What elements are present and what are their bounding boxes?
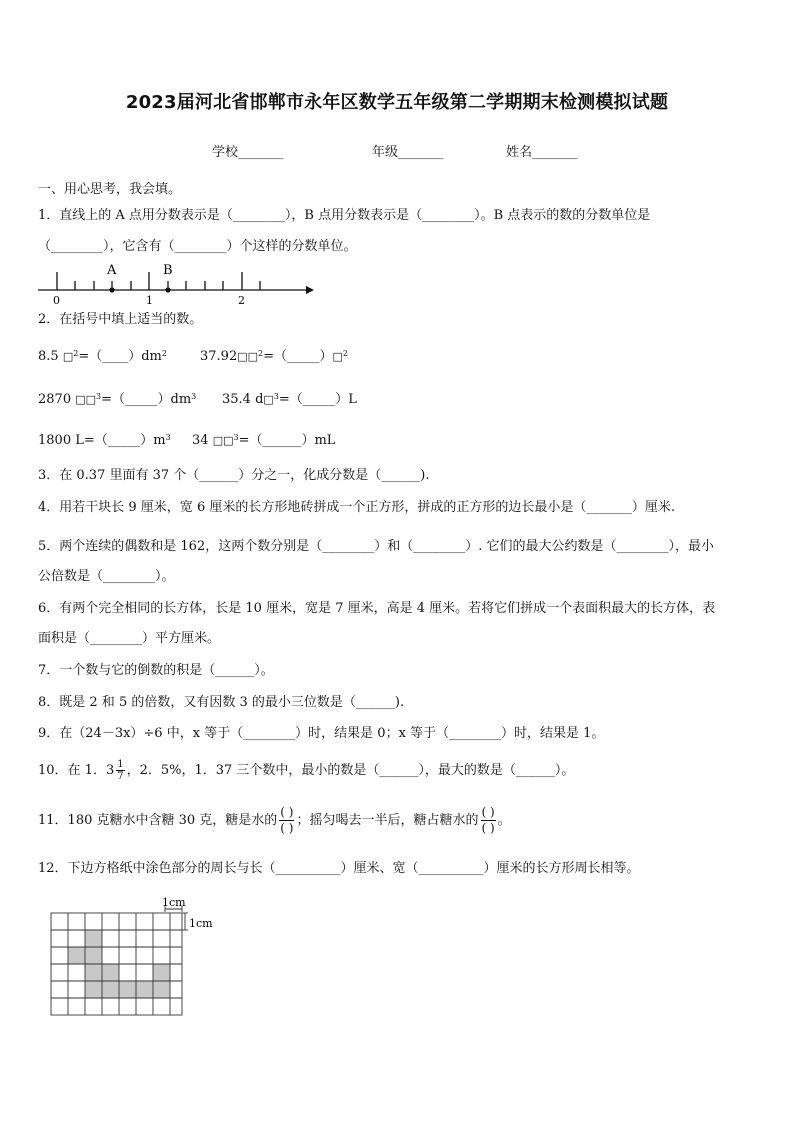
point-a-label: A [107,263,117,278]
answer-fraction-1[interactable]: $\frac{( )}{( )}$ [280,805,294,835]
grid-lines [51,913,182,1015]
question-8: 8．既是 2 和 5 的倍数，又有因数 3 的最小三位数是（______). [38,695,405,710]
name-field: 姓名_______ [506,145,578,160]
question-4: 4．用若干块长 9 厘米，宽 6 厘米的长方形地砖拼成一个正方形，拼成的正方形的边长最小是（_______）厘米. [38,500,675,515]
question-9: 9．在（24－3x）÷6 中，x 等于（________）时，结果是 0；x 等于（________）时，结果是 1。 [38,726,605,741]
conversion-2a: 2870 $□□^3=(\_\_\_\_\_)dm^3$ [38,392,197,407]
number-line-ticks [57,272,260,290]
fraction-one-seventh: $\frac{1}{7}$ [117,759,124,782]
question-3: 3．在 0.37 里面有 37 个（______）分之一，化成分数是（______). [38,468,430,483]
scale-label-right: 1cm [189,917,213,930]
point-b-dot [165,287,170,292]
school-field: 学校_______ [212,145,284,160]
page-title: 2023届河北省邯郸市永年区数学五年级第二学期期末检测模拟试题 [125,92,669,113]
question-10: 10．在 1．3 $\frac{1}{7}$ ，2．5%，1．37 三个数中，最小的数是（______），最大的数是（______）。 [38,759,575,782]
conversion-1a: 8.5 $□^2=(\_\_\_\_)dm^2$ [38,349,167,364]
conversion-3b: 34 □□$^3$=（______）mL [192,433,336,448]
conversion-3a: 1800 $L=(\_\_\_\_\_)m^3$ [38,433,171,448]
question-5-line-2: 公倍数是（________）。 [38,569,175,584]
question-6-line-2: 面积是（________）平方厘米。 [38,631,221,646]
conversion-1b: 37.92□□$^2$=（_____）□$^2$ [200,349,349,364]
answer-fraction-2[interactable]: $\frac{( )}{( )}$ [481,805,495,835]
section-heading: 一、用心思考，我会填。 [38,182,182,197]
question-7: 7．一个数与它的倒数的积是（______）。 [38,663,274,678]
scale-brackets [165,906,188,930]
arrow-head-icon [306,286,314,294]
tick-label-1: 1 [146,294,153,306]
question-1-line-2: （________），它含有（________）个这样的分数单位。 [38,239,357,254]
tick-label-0: 0 [53,294,60,306]
question-11: 11．180 克糖水中含糖 30 克，糖是水的 $\frac{( )}{( )}$ ；摇匀喝去一半后，糖占糖水的 $\frac{( )}{( )}$ 。 [38,805,511,835]
point-a-dot [109,287,114,292]
tick-label-2: 2 [238,294,245,306]
question-12: 12．下边方格纸中涂色部分的周长与长（__________）厘米、宽（__________）厘米的长方形周长相等。 [38,861,640,876]
grade-field: 年级_______ [372,145,444,160]
question-1-line-1: 1．直线上的 A 点用分数表示是（________），B 点用分数表示是（________）。B 点表示的数的分数单位是 [38,208,651,223]
question-5-line-1: 5．两个连续的偶数和是 162，这两个数分别是（________）和（________）. 它们的最大公约数是（________），最小 [38,539,714,554]
question-6-line-1: 6．有两个完全相同的长方体，长是 10 厘米，宽是 7 厘米，高是 4 厘米。若将它们拼成一个表面积最大的长方体，表 [38,601,716,616]
square-grid-figure [46,895,246,1017]
scale-label-top: 1cm [162,896,186,909]
conversion-2b: 35.4 d□$^3$=（_____）L [222,392,357,407]
question-2: 2．在括号中填上适当的数。 [38,312,203,327]
point-b-label: B [163,263,173,278]
number-line [30,260,320,306]
